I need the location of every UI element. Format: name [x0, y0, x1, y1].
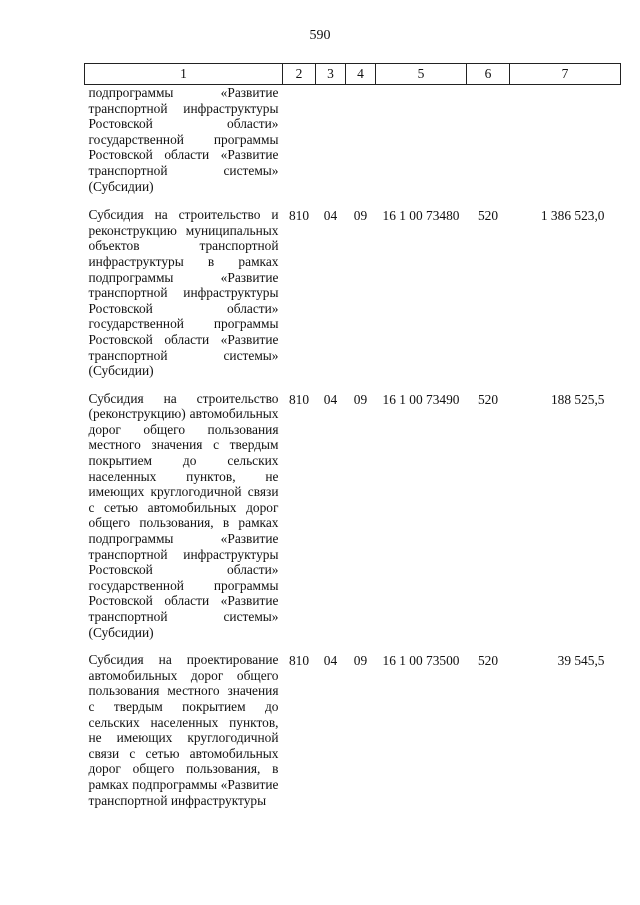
row-ministry-code: 810 [288, 391, 310, 407]
row-description: Субсидия на строительство (реконструкцию) автомобильных дорог общего пользования местного значения с твердым покрытием до сельских населенных пунктов, не имеющих круглогодичной связи с сетью автомобильных дорог общего пользования, в рамках подпрограммы «Развитие транспортной инфраструктуры Ростовской области» государственной программы Ростовской области «Развитие транспортной системы» (Субсидии) [88, 390, 279, 640]
table-row [85, 391, 621, 653]
row-ministry-code: 810 [288, 653, 310, 669]
row-expense-type [467, 85, 510, 208]
row-expense-type: 520 [477, 208, 499, 224]
row-subsection-code: 09 [353, 208, 368, 224]
table-row [85, 85, 621, 208]
column-header-6: 6 [467, 64, 510, 85]
budget-table [84, 63, 621, 812]
row-description: Субсидия на строительство и реконструкцию муниципальных объектов транспортной инфраструктуры в рамках подпрограммы «Развитие транспортной инфраструктуры Ростовской области» государственной программы Ростовской области «Развитие транспортной системы» (Субсидии) [88, 207, 279, 379]
row-target-code: 16 1 00 73500 [382, 653, 460, 669]
column-header-2: 2 [283, 64, 316, 85]
row-target-code: 16 1 00 73490 [382, 391, 460, 407]
column-header-5: 5 [376, 64, 467, 85]
column-header-4: 4 [346, 64, 376, 85]
table-row [85, 652, 621, 812]
row-expense-type: 520 [477, 391, 499, 407]
row-target-code: 16 1 00 73480 [382, 208, 460, 224]
row-amount: 1 386 523,0 [540, 208, 605, 224]
row-amount [510, 85, 621, 208]
row-description: подпрограммы «Развитие транспортной инфраструктуры Ростовской области» государственной программы Ростовской области «Развитие транспортной системы» (Субсидии) [88, 85, 279, 194]
row-amount: 39 545,5 [557, 653, 605, 669]
row-description: Субсидия на проектирование автомобильных дорог общего пользования местного значения с твердым покрытием до сельских населенных пунктов, не имеющих круглогодичной связи с сетью автомобильных дорог общего пользования, в рамках подпрограммы «Развитие транспортной инфраструктуры [88, 652, 279, 808]
table-header [85, 64, 621, 85]
row-section-code: 04 [323, 208, 338, 224]
page-number: 590 [309, 28, 331, 43]
row-section-code: 04 [323, 653, 338, 669]
row-target-code [376, 85, 467, 208]
row-amount: 188 525,5 [550, 391, 605, 407]
row-subsection-code [346, 85, 376, 208]
table-row [85, 207, 621, 391]
row-section-code [316, 85, 346, 208]
column-header-1: 1 [85, 64, 283, 85]
row-ministry-code [283, 85, 316, 208]
row-subsection-code: 09 [353, 653, 368, 669]
row-expense-type: 520 [477, 653, 499, 669]
row-ministry-code: 810 [288, 208, 310, 224]
column-header-7: 7 [510, 64, 621, 85]
column-header-3: 3 [316, 64, 346, 85]
row-subsection-code: 09 [353, 391, 368, 407]
row-section-code: 04 [323, 391, 338, 407]
